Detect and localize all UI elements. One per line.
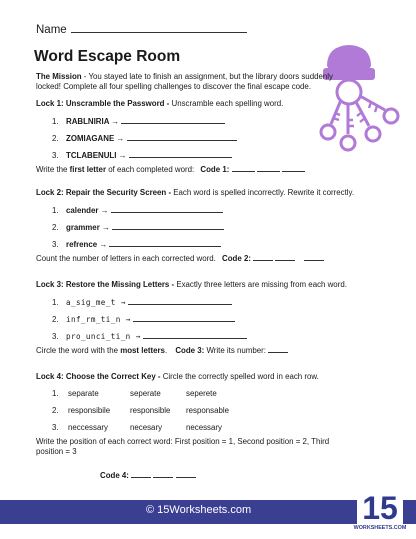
mission-text-2: locked! Complete all four spelling challenges to discover the final escape code. [36,82,312,91]
lock1-heading: Lock 1: Unscramble the Password - [36,99,170,108]
lock2-footer: Count the number of letters in each corrected word. Code 2: [36,253,324,264]
lock1-item-3: 3. TCLABENULI → [52,150,232,160]
lock2-item-3: 3. refrence → [52,239,221,249]
code3-label: Code 3: [175,346,205,355]
lock3-footer: Circle the word with the most letters. Code 3: Write its number: [36,345,288,356]
lock1-word: TCLABENULI → [66,151,127,160]
lock1-heading-row [36,99,283,109]
code4-blank[interactable] [176,470,196,478]
name-field[interactable] [36,22,247,36]
word-option[interactable]: necessary [186,423,222,432]
lock1-word: RABLNIRIA → [66,117,120,126]
code1-blank[interactable] [232,164,255,172]
word-option[interactable]: neccessary [68,423,108,432]
lock2-item-1: 1. calender → [52,205,223,215]
lock2-item-2: 2. grammer → [52,222,224,232]
answer-line[interactable] [109,239,221,247]
word-option[interactable]: separate [68,389,99,398]
code4-blank[interactable] [153,470,173,478]
code4-row [100,470,196,481]
answer-line[interactable] [112,222,224,230]
code4-label: Code 4: [100,471,129,480]
lock4-footer-1: Write the position of each correct word: First position = 1, Second position = 2, Third [36,437,330,446]
lock3-word: pro_unci_ti_n → [66,332,141,341]
code4-blank[interactable] [131,470,151,478]
name-label: Name [36,24,67,36]
lock3-heading: Lock 3: Restore the Missing Letters - [36,280,175,289]
lock1-instruction: Unscramble each spelling word. [169,99,284,108]
code1-blank[interactable] [257,164,280,172]
answer-line[interactable] [133,314,235,322]
lock2-word: refrence → [66,240,108,249]
logo-number: 15 [362,490,398,526]
lock4-row-1: 1. separate seperate seperete [52,389,217,398]
logo-text: WORKSHEETS.COM [353,525,407,531]
lock1-word: ZOMIAGANE → [66,134,125,143]
lock3-item-1: 1. a_sig_me_t → [52,297,232,307]
mission-text-1: - You stayed late to finish an assignment, but the library doors suddenly [81,72,333,81]
lock1-footer: Write the first letter of each completed word: Code 1: [36,164,305,175]
lock4-row-2: 2. responsibile responsible responsable [52,406,229,415]
lock4-heading-row [36,372,319,382]
answer-line[interactable] [128,297,232,305]
key-ring-icon [315,40,401,162]
answer-line[interactable] [121,116,225,124]
mission-line-1 [36,72,333,82]
name-line[interactable] [71,22,247,33]
lock2-word: grammer → [66,223,110,232]
lock3-heading-row [36,280,347,290]
answer-line[interactable] [111,205,223,213]
copyright-link[interactable]: © 15Worksheets.com [146,504,252,516]
page-title: Word Escape Room [34,48,181,65]
word-option[interactable]: responsibile [68,406,111,415]
lock3-item-2: 2. inf_rm_ti_n → [52,314,235,324]
code1-blank[interactable] [282,164,305,172]
answer-line[interactable] [127,133,237,141]
answer-line[interactable] [143,331,247,339]
code1-label: Code 1: [200,165,230,174]
code2-label: Code 2: [222,254,251,263]
lock4-footer-2: position = 3 [36,447,77,456]
lock2-instruction: Each word is spelled incorrectly. Rewrite it correctly. [171,188,355,197]
word-option[interactable]: responsable [186,406,229,415]
lock4-heading: Lock 4: Choose the Correct Key - [36,372,161,381]
lock2-heading: Lock 2: Repair the Security Screen - [36,188,172,197]
lock4-row-3: 3. neccessary necesary necessary [52,423,222,432]
word-option[interactable]: seperete [186,389,217,398]
code3-blank[interactable] [268,345,288,353]
lock3-instruction: Exactly three letters are missing from each word. [174,280,347,289]
word-option[interactable]: seperate [130,389,161,398]
lock1-item-1: 1. RABLNIRIA → [52,116,225,126]
lock3-word: a_sig_me_t → [66,298,126,307]
code2-blank[interactable] [253,253,273,261]
code2-blank[interactable] [275,253,295,261]
lock3-word: inf_rm_ti_n → [66,315,131,324]
lock2-heading-row [36,188,354,198]
word-option[interactable]: necesary [130,423,163,432]
15worksheets-logo [353,488,407,532]
lock2-word: calender → [66,206,109,215]
word-option[interactable]: responsible [130,406,171,415]
lock3-item-3: 3. pro_unci_ti_n → [52,331,247,341]
code2-blank[interactable] [304,253,324,261]
mission-label: The Mission [36,72,82,81]
lock4-instruction: Circle the correctly spelled word in each row. [160,372,319,381]
answer-line[interactable] [129,150,232,158]
lock1-item-2: 2. ZOMIAGANE → [52,133,237,143]
